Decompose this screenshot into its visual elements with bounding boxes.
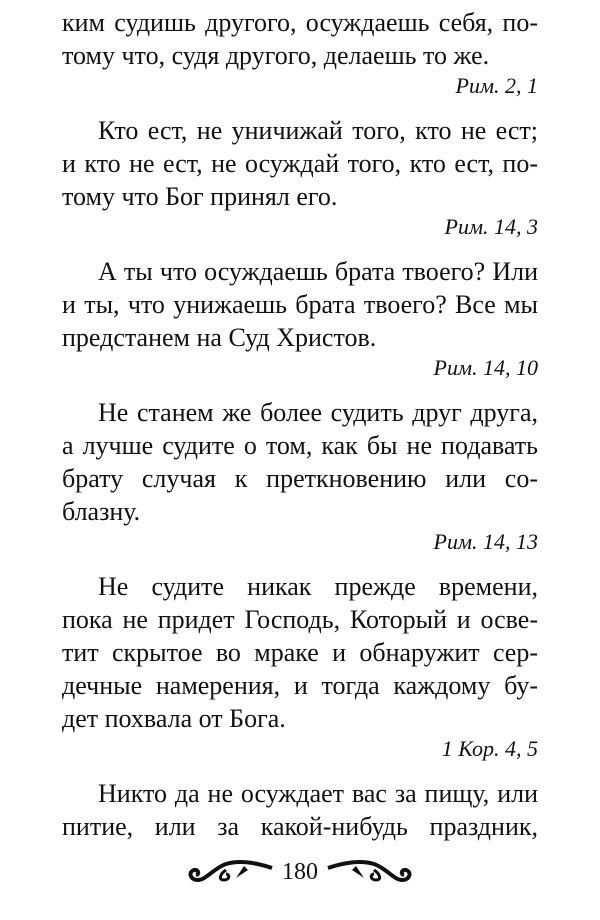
page-text bbox=[62, 6, 538, 843]
text-line: пока не придет Господь, Который и осве- bbox=[62, 605, 538, 634]
text-line: Не судите никак прежде времени, bbox=[98, 572, 538, 601]
verse-paragraph bbox=[62, 114, 538, 241]
text-line: брату случая к преткновению или со- bbox=[62, 464, 538, 493]
text-line: и ты, что унижаешь брата твоего? Все мы bbox=[62, 290, 538, 319]
text-line: предстанем на Суд Христов. bbox=[62, 323, 377, 352]
text-line: блазну. bbox=[62, 497, 141, 526]
ornament-left-icon bbox=[184, 858, 274, 886]
ornament-right-icon bbox=[326, 858, 416, 886]
text-line: А ты что осуждаешь брата твоего? Или bbox=[98, 257, 538, 286]
text-line: Никто да не осуждает вас за пищу, или bbox=[98, 779, 538, 808]
text-line: и кто не ест, не осуждай того, кто ест, по- bbox=[62, 149, 538, 178]
text-line: Кто ест, не уничижай того, кто не ест; bbox=[98, 116, 538, 145]
text-line: дечные намерения, и тогда каждому бу- bbox=[62, 671, 538, 700]
text-line: а лучше судите о том, как бы не подавать bbox=[62, 431, 538, 460]
text-line: тому что Бог принял его. bbox=[62, 182, 338, 211]
verse-paragraph bbox=[62, 6, 538, 100]
verse-paragraph bbox=[62, 396, 538, 556]
text-line: тит скрытое во мраке и обнаружит сер- bbox=[62, 638, 538, 667]
verse-paragraph bbox=[62, 777, 538, 843]
scripture-reference: Рим. 14, 13 bbox=[433, 529, 538, 554]
text-line: дет похвала от Бога. bbox=[62, 704, 286, 733]
scripture-reference: Рим. 14, 3 bbox=[444, 214, 538, 239]
text-line: тому что, судя другого, делаешь то же. bbox=[62, 41, 490, 70]
scripture-reference: 1 Кор. 4, 5 bbox=[441, 736, 538, 761]
scripture-reference: Рим. 14, 10 bbox=[433, 355, 538, 380]
text-line: ким судишь другого, осуждаешь себя, по- bbox=[62, 8, 538, 37]
scripture-reference: Рим. 2, 1 bbox=[455, 73, 538, 98]
page-number: 180 bbox=[282, 858, 318, 885]
verse-paragraph bbox=[62, 570, 538, 763]
text-line: Не станем же более судить друг друга, bbox=[98, 398, 538, 427]
text-line: питие, или за какой-нибудь праздник, bbox=[62, 812, 538, 841]
page-footer bbox=[0, 858, 600, 886]
verse-paragraph bbox=[62, 255, 538, 382]
